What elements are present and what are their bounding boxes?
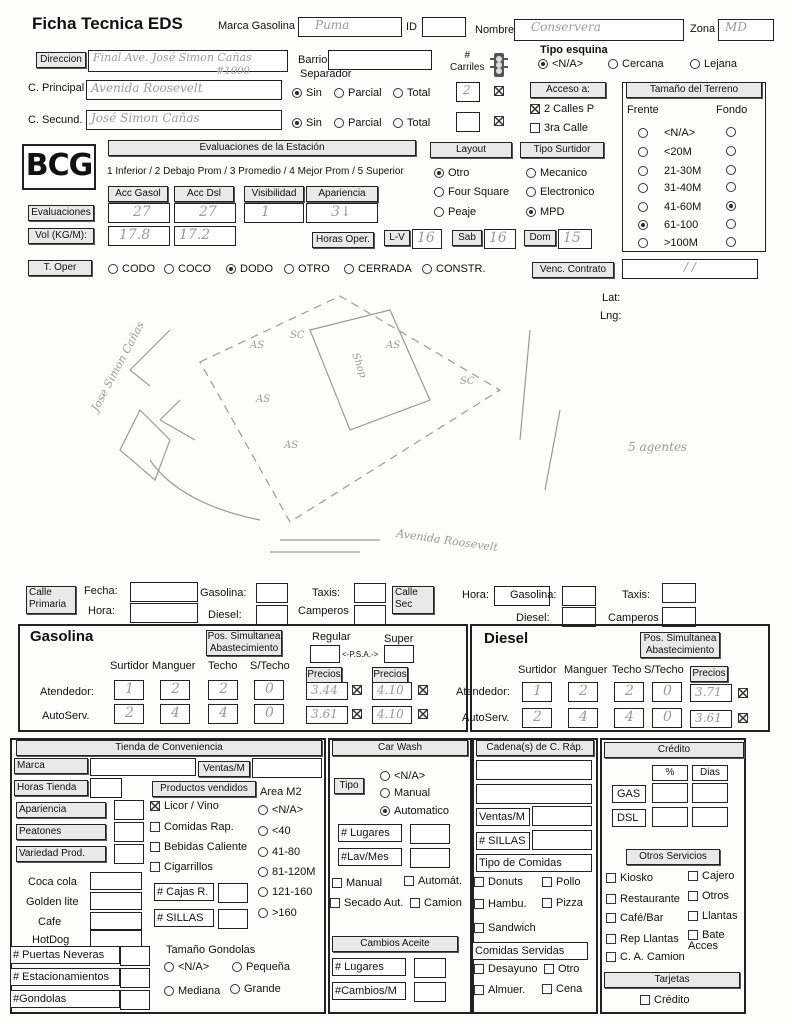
prod-cigarrillos[interactable]: Cigarrillos bbox=[150, 861, 213, 873]
carriles-label: # Carriles bbox=[450, 50, 485, 73]
col-acc-gasol: Acc Gasol bbox=[108, 186, 168, 202]
dsl-at-techo[interactable]: 2 bbox=[614, 682, 644, 702]
horas-tienda-field[interactable] bbox=[90, 778, 122, 798]
c-principal-label: C. Principal bbox=[28, 82, 85, 94]
terreno-title: Tamaño del Terreno bbox=[626, 82, 762, 98]
col-techo: Techo bbox=[612, 664, 642, 676]
super-label: Super bbox=[384, 633, 414, 645]
gas-at-price-reg[interactable]: 3.44 bbox=[306, 682, 348, 700]
fondo-radio[interactable] bbox=[726, 219, 740, 230]
site-sketch bbox=[60, 290, 600, 570]
surtidor-title: Tipo Surtidor bbox=[520, 142, 604, 158]
dsl-as-check[interactable] bbox=[738, 713, 752, 724]
puertas-label: # Puertas Neveras bbox=[10, 946, 120, 964]
tienda-title: Tienda de Conveniencia bbox=[16, 740, 322, 756]
carwash-lugares-field[interactable] bbox=[410, 824, 450, 844]
sketch-mark: AS bbox=[256, 394, 271, 405]
zona-field[interactable]: MD bbox=[718, 19, 774, 41]
acceso-label: Acceso a: bbox=[530, 82, 606, 98]
camperos-label: Camperos bbox=[298, 605, 349, 617]
regular-psa-field[interactable] bbox=[310, 645, 340, 663]
sketch-mark: AS bbox=[250, 340, 265, 351]
terreno-row[interactable]: <N/A> bbox=[638, 127, 695, 139]
marca-tienda-label: Marca bbox=[14, 758, 88, 774]
toper-codo[interactable]: CODO bbox=[108, 263, 155, 275]
prod-bebidas[interactable]: Bebidas Caliente bbox=[150, 841, 247, 853]
ventas-label: Ventas/M bbox=[198, 761, 250, 777]
lv-field[interactable]: 16 bbox=[412, 229, 442, 249]
dsl-as-techo[interactable]: 4 bbox=[614, 708, 644, 728]
cadena-name2-field[interactable] bbox=[476, 784, 592, 804]
calle-primaria-label: Calle Primaria bbox=[26, 586, 76, 614]
id-label: ID bbox=[406, 21, 417, 33]
area-120[interactable]: 81-120M bbox=[258, 866, 315, 878]
barrio-field[interactable] bbox=[328, 50, 432, 70]
area-160[interactable]: 121-160 bbox=[258, 886, 312, 898]
contrato-field[interactable]: / / bbox=[622, 259, 758, 279]
serv-kiosko[interactable]: Kiosko bbox=[606, 872, 653, 884]
area-80[interactable]: 41-80 bbox=[258, 846, 300, 858]
taxis2-label: Taxis: bbox=[622, 589, 651, 601]
dsl-at-manguer[interactable]: 2 bbox=[568, 682, 598, 702]
serv-cafe-bar[interactable]: Café/Bar bbox=[606, 912, 663, 924]
nombre-field[interactable]: Conservera bbox=[514, 19, 684, 41]
product-label: HotDog bbox=[32, 934, 70, 946]
lng-label: Lng: bbox=[600, 310, 622, 322]
toper-dodo[interactable]: DODO bbox=[226, 263, 273, 275]
cadena-sillas-field[interactable] bbox=[532, 830, 592, 850]
direccion-label: Direccion bbox=[36, 52, 86, 68]
credito-dias-label: Dias bbox=[692, 765, 728, 781]
layout-four-square[interactable]: Four Square bbox=[434, 186, 509, 198]
apariencia-label: Apariencia bbox=[16, 802, 106, 818]
fondo-radio[interactable] bbox=[726, 165, 740, 176]
taxis-field[interactable] bbox=[354, 583, 386, 603]
gondola-grande[interactable]: Grande bbox=[230, 983, 281, 995]
diesel-title: Diesel bbox=[484, 630, 529, 647]
taxis2-field[interactable] bbox=[662, 583, 696, 603]
eval-acc-gasol[interactable]: 27 bbox=[108, 203, 170, 223]
gas-as-reg-check[interactable] bbox=[352, 709, 366, 720]
fecha-label: Fecha: bbox=[84, 585, 118, 597]
col-stecho: S/Techo bbox=[250, 660, 290, 672]
frente-label: Frente bbox=[627, 104, 659, 116]
id-field[interactable] bbox=[422, 17, 466, 37]
tipo-esquina-na[interactable]: <N/A> bbox=[538, 58, 583, 70]
sketch-mark: AS bbox=[386, 340, 401, 351]
gasolina-traffic-label: Gasolina: bbox=[200, 587, 247, 599]
tarjeta-credito[interactable]: Crédito bbox=[640, 994, 689, 1006]
precios-label: Precios bbox=[372, 667, 408, 683]
c-secund-label: C. Secund. bbox=[28, 114, 83, 126]
gas-at-sup-check[interactable] bbox=[418, 685, 432, 696]
cadena-sillas-label: # SILLAS bbox=[476, 832, 530, 850]
serv-cajero[interactable]: Cajero bbox=[688, 870, 734, 882]
ventas-field[interactable] bbox=[252, 758, 322, 778]
productos-label: Productos vendidos bbox=[152, 781, 256, 797]
area-40[interactable]: <40 bbox=[258, 825, 291, 837]
eval-visibilidad[interactable]: 1 bbox=[244, 203, 304, 223]
layout-peaje[interactable]: Peaje bbox=[434, 206, 476, 218]
fondo-radio[interactable] bbox=[726, 237, 740, 248]
gas-as-sup-check[interactable] bbox=[418, 709, 432, 720]
area-na[interactable]: <N/A> bbox=[258, 804, 303, 816]
terreno-row[interactable]: 31-40M bbox=[638, 182, 701, 194]
cambios-lugares-field[interactable] bbox=[414, 958, 446, 978]
evaluaciones-scale: 1 Inferior / 2 Debajo Prom / 3 Promedio / 4 Mejor Prom / 5 Superior bbox=[107, 166, 404, 177]
gas-at-techo[interactable]: 2 bbox=[208, 680, 238, 700]
sep1-total[interactable]: Total bbox=[393, 87, 430, 99]
gas-as-manguer[interactable]: 4 bbox=[160, 704, 190, 724]
fondo-radio[interactable] bbox=[726, 146, 740, 157]
c-secund-field[interactable]: José Simon Cañas bbox=[86, 110, 282, 130]
dsl-as-price[interactable]: 3.61 bbox=[690, 710, 732, 728]
nombre-label: Nombre bbox=[475, 24, 515, 36]
gas-at-manguer[interactable]: 2 bbox=[160, 680, 190, 700]
comida-pizza[interactable]: Pizza bbox=[542, 897, 583, 909]
tarjetas-title: Tarjetas bbox=[604, 972, 740, 988]
gondola-mediana[interactable]: Mediana bbox=[164, 985, 220, 997]
cambios-mes-field[interactable] bbox=[414, 982, 446, 1002]
comida-donuts[interactable]: Donuts bbox=[474, 876, 523, 888]
gondola-na[interactable]: <N/A> bbox=[164, 961, 209, 973]
precios-label: Precios bbox=[306, 667, 342, 683]
carriles2-check[interactable] bbox=[494, 116, 508, 127]
comida-pollo[interactable]: Pollo bbox=[542, 876, 580, 888]
product-field[interactable] bbox=[90, 892, 142, 910]
diesel-pos-label: Pos. Simultanea Abastecimiento bbox=[640, 632, 720, 658]
serv-llantas[interactable]: Llantas bbox=[688, 910, 737, 922]
credito-title: Crédito bbox=[604, 742, 744, 758]
direccion-extra: #1000 bbox=[216, 66, 250, 77]
toper-cerrada[interactable]: CERRADA bbox=[344, 263, 412, 275]
acceso-2calles[interactable]: 2 Calles P bbox=[530, 103, 594, 115]
sketch-mark: SC bbox=[460, 376, 475, 387]
diesel2-label: Diesel: bbox=[516, 612, 550, 624]
area-gt160[interactable]: >160 bbox=[258, 907, 297, 919]
sillas-tienda-label: # SILLAS bbox=[154, 909, 214, 927]
col-surtidor: Surtidor bbox=[518, 664, 557, 676]
fondo-radio[interactable] bbox=[726, 127, 740, 138]
dom-label: Dom bbox=[524, 230, 556, 246]
sep2-parcial[interactable]: Parcial bbox=[334, 117, 382, 129]
gasolina2-label: Gasolina: bbox=[510, 589, 557, 601]
carwash-lugares-label: # Lugares bbox=[338, 824, 402, 842]
hora-label: Hora: bbox=[88, 605, 115, 617]
lat-label: Lat: bbox=[602, 292, 621, 304]
sillas-tienda-field[interactable] bbox=[218, 909, 248, 929]
carriles-field[interactable]: 2 bbox=[456, 82, 480, 102]
tipo-comidas-label: Tipo de Comidas bbox=[476, 854, 592, 872]
gas-as-surtidor[interactable]: 2 bbox=[114, 704, 144, 724]
carwash-title: Car Wash bbox=[332, 740, 468, 756]
prod-comidas[interactable]: Comidas Rap. bbox=[150, 821, 234, 833]
eval-apariencia[interactable]: 3↓ bbox=[306, 203, 378, 223]
servidas-label: Comidas Servidas bbox=[472, 942, 588, 960]
estacionamientos-field[interactable] bbox=[120, 968, 150, 988]
acceso-3ra[interactable]: 3ra Calle bbox=[530, 122, 588, 134]
gondolas-field[interactable] bbox=[120, 990, 150, 1010]
tipo-esquina-lejana[interactable]: Lejana bbox=[690, 58, 737, 70]
dsl-at-stecho[interactable]: 0 bbox=[652, 682, 682, 702]
horas-label: Horas Oper. bbox=[312, 232, 374, 248]
servida-desayuno[interactable]: Desayuno bbox=[474, 963, 538, 975]
super-psa-field[interactable] bbox=[384, 645, 414, 663]
serv-otros[interactable]: Otros bbox=[688, 890, 729, 902]
estacionamientos-label: # Estacionamientos bbox=[10, 968, 120, 986]
product-label: Coca cola bbox=[28, 876, 77, 888]
product-field[interactable] bbox=[90, 872, 142, 890]
gasolina-pos-label: Pos. Simultanea Abastecimiento bbox=[207, 631, 281, 654]
street-label: Avenida Roosevelt bbox=[395, 526, 499, 555]
gondolas-label: #Gondolas bbox=[10, 990, 120, 1008]
cadena-ventas-label: Ventas/M bbox=[476, 808, 530, 826]
toper-otro[interactable]: OTRO bbox=[284, 263, 330, 275]
gas-as-techo[interactable]: 4 bbox=[208, 704, 238, 724]
contrato-label: Venc. Contrato bbox=[532, 262, 614, 278]
tipo-esquina-label: Tipo esquina bbox=[540, 44, 608, 56]
sab-field[interactable]: 16 bbox=[484, 229, 516, 249]
gasolina-title: Gasolina bbox=[30, 628, 94, 645]
fondo-radio[interactable] bbox=[726, 182, 740, 193]
precios-label: Precios bbox=[690, 666, 728, 682]
prod-licor[interactable]: Licor / Vino bbox=[150, 800, 219, 812]
credito-gas-dias[interactable] bbox=[692, 783, 728, 803]
area-label: Area M2 bbox=[260, 786, 302, 798]
psa-label: <-P.S.A.-> bbox=[342, 650, 379, 659]
fecha-field[interactable] bbox=[130, 582, 198, 602]
col-manguer: Manguer bbox=[152, 660, 196, 672]
surtidor-electronico[interactable]: Electronico bbox=[526, 186, 594, 198]
carwash-automatico[interactable]: Automatico bbox=[380, 805, 449, 817]
lv-label: L-V bbox=[384, 230, 410, 246]
gas-at-reg-check[interactable] bbox=[352, 685, 366, 696]
camperos-field[interactable] bbox=[354, 605, 386, 625]
toper-constr[interactable]: CONSTR. bbox=[422, 263, 486, 275]
fondo-label: Fondo bbox=[716, 104, 748, 116]
taxis-label: Taxis: bbox=[312, 587, 341, 599]
carwash-manual[interactable]: Manual bbox=[380, 787, 430, 799]
carriles-check[interactable] bbox=[494, 86, 508, 97]
credito-pct-label: % bbox=[652, 765, 688, 781]
dsl-as-surtidor[interactable]: 2 bbox=[522, 708, 552, 728]
servida-almuer[interactable]: Almuer. bbox=[474, 984, 525, 996]
carwash-tipo-label: Tipo bbox=[334, 778, 364, 794]
servida-cena[interactable]: Cena bbox=[542, 983, 582, 995]
carwash-automat-check[interactable]: Automát. bbox=[404, 875, 462, 887]
cambios-mes-label: #Cambios/M bbox=[332, 982, 406, 1000]
carwash-na[interactable]: <N/A> bbox=[380, 770, 425, 782]
comida-hambu[interactable]: Hambu. bbox=[474, 898, 527, 910]
cajas-field[interactable] bbox=[218, 883, 248, 903]
sab-label: Sab bbox=[452, 230, 482, 246]
terreno-row[interactable]: 61-100 bbox=[638, 219, 698, 231]
carwash-lav-label: #Lav/Mes bbox=[338, 848, 402, 866]
tipo-esquina-cercana[interactable]: Cercana bbox=[608, 58, 664, 70]
col-techo: Techo bbox=[208, 660, 238, 672]
camperos2-label: Camperos bbox=[608, 612, 659, 624]
calle-sec-label: Calle Sec bbox=[392, 586, 434, 614]
gas-at-price-sup[interactable]: 4.10 bbox=[372, 682, 412, 700]
serv-camion[interactable]: C. A. Camion bbox=[606, 951, 685, 963]
atendedor-label: Atendedor: bbox=[40, 686, 94, 698]
credito-gas-pct[interactable] bbox=[652, 783, 688, 803]
serv-restaurante[interactable]: Restaurante bbox=[606, 893, 680, 905]
marca-tienda-field[interactable] bbox=[90, 758, 196, 776]
traffic-light-icon bbox=[490, 52, 508, 78]
variedad-label: Variedad Prod. bbox=[16, 846, 106, 862]
eval-acc-dsl[interactable]: 27 bbox=[174, 203, 236, 223]
credito-dsl-dias[interactable] bbox=[692, 807, 728, 827]
diesel-traffic-label: Diesel: bbox=[208, 609, 242, 621]
col-surtidor: Surtidor bbox=[110, 660, 149, 672]
vol-gasol[interactable]: 17.8 bbox=[108, 226, 170, 246]
toper-label: T. Oper bbox=[28, 260, 92, 276]
carwash-secado-check[interactable]: Secado Aut. bbox=[330, 897, 403, 909]
carwash-lav-field[interactable] bbox=[410, 848, 450, 868]
marca-field[interactable]: Puma bbox=[298, 17, 402, 37]
dsl-at-price[interactable]: 3.71 bbox=[690, 684, 732, 702]
zona-label: Zona bbox=[690, 23, 716, 35]
form-title: Ficha Tecnica EDS bbox=[32, 14, 183, 33]
col-stecho: S/Techo bbox=[644, 664, 684, 676]
sketch-mark: AS bbox=[284, 440, 299, 451]
apariencia-field[interactable] bbox=[114, 800, 144, 820]
puertas-field[interactable] bbox=[120, 946, 150, 966]
credito-dsl-pct[interactable] bbox=[652, 807, 688, 827]
sketch-mark: Shop bbox=[349, 351, 369, 380]
evaluaciones-title: Evaluaciones de la Estación bbox=[108, 140, 416, 156]
dom-field[interactable]: 15 bbox=[558, 229, 592, 249]
col-apariencia: Apariencia bbox=[306, 186, 378, 202]
product-label: Cafe bbox=[38, 916, 62, 928]
diesel-traffic-field[interactable] bbox=[256, 605, 288, 625]
surtidor-mpd[interactable]: MPD bbox=[526, 206, 564, 218]
diesel-autoserv-label: AutoServ. bbox=[462, 712, 510, 724]
marca-label: Marca Gasolina bbox=[218, 20, 296, 32]
horas-tienda-label: Horas Tienda bbox=[14, 780, 88, 796]
terreno-row[interactable]: 41-60M bbox=[638, 201, 701, 213]
tamano-gondolas-label: Tamaño Gondolas bbox=[166, 944, 256, 956]
sep1-sin[interactable]: Sin bbox=[292, 87, 322, 99]
cajas-label: # Cajas R. bbox=[154, 883, 214, 901]
gasolina2-field[interactable] bbox=[562, 586, 596, 606]
direccion-field[interactable]: Final Ave. José Simon Cañas bbox=[88, 50, 288, 72]
credito-gas-label: GAS bbox=[612, 785, 646, 803]
hora2-label: Hora: bbox=[462, 589, 489, 601]
cadena-ventas-field[interactable] bbox=[532, 806, 592, 826]
cadena-title: Cadena(s) de C. Ráp. bbox=[476, 740, 594, 756]
dsl-as-stecho[interactable]: 0 bbox=[652, 708, 682, 728]
gasolina-traffic-field[interactable] bbox=[256, 583, 288, 603]
variedad-field[interactable] bbox=[114, 844, 144, 864]
serv-bate-acces[interactable]: Bate Acces bbox=[688, 929, 725, 952]
product-label: Golden lite bbox=[26, 896, 79, 908]
sep2-sin[interactable]: Sin bbox=[292, 117, 322, 129]
separador-label: Separador bbox=[300, 68, 352, 80]
servida-otro[interactable]: Otro bbox=[544, 963, 579, 975]
serv-rep-llantas[interactable]: Rep Llantas bbox=[606, 933, 679, 945]
carriles2-field[interactable] bbox=[456, 112, 480, 132]
bcg-logo: BCG bbox=[22, 144, 96, 190]
cadena-name-field[interactable] bbox=[476, 760, 592, 780]
street-label: Jose Simon Cañas bbox=[88, 319, 147, 414]
gas-at-surtidor[interactable]: 1 bbox=[114, 680, 144, 700]
product-field[interactable] bbox=[90, 912, 142, 930]
credito-dsl-label: DSL bbox=[612, 809, 646, 827]
toper-coco[interactable]: COCO bbox=[164, 263, 211, 275]
sep1-parcial[interactable]: Parcial bbox=[334, 87, 382, 99]
vol-label: Vol (KG/M): bbox=[28, 228, 94, 244]
hora-field[interactable] bbox=[130, 603, 198, 623]
surtidor-mecanico[interactable]: Mecanico bbox=[526, 167, 587, 179]
regular-label: Regular bbox=[312, 631, 351, 643]
dsl-as-manguer[interactable]: 4 bbox=[568, 708, 598, 728]
peatones-label: Peatones bbox=[16, 824, 106, 840]
terreno-row[interactable]: >100M bbox=[638, 237, 698, 249]
terreno-row[interactable]: <20M bbox=[638, 146, 692, 158]
col-acc-dsl: Acc Dsl bbox=[174, 186, 234, 202]
dsl-at-check[interactable] bbox=[738, 688, 752, 699]
col-manguer: Manguer bbox=[564, 664, 608, 676]
gas-as-price-reg[interactable]: 3.61 bbox=[306, 706, 348, 724]
cambios-lugares-label: # Lugares bbox=[332, 958, 406, 976]
vol-dsl[interactable]: 17.2 bbox=[174, 226, 236, 246]
c-principal-field[interactable]: Avenida Roosevelt bbox=[86, 80, 282, 100]
carwash-camion-check[interactable]: Camion bbox=[410, 897, 462, 909]
sep2-total[interactable]: Total bbox=[393, 117, 430, 129]
terreno-row[interactable]: 21-30M bbox=[638, 165, 701, 177]
gas-at-stecho[interactable]: 0 bbox=[254, 680, 284, 700]
gas-as-price-sup[interactable]: 4.10 bbox=[372, 706, 412, 724]
col-visibilidad: Visibilidad bbox=[244, 186, 304, 202]
gas-as-stecho[interactable]: 0 bbox=[254, 704, 284, 724]
diesel-atendedor-label: Atendedor: bbox=[456, 686, 510, 698]
gondola-pequena[interactable]: Pequeña bbox=[232, 961, 290, 973]
carwash-manual-check[interactable]: Manual bbox=[332, 877, 382, 889]
otros-servicios-title: Otros Servicios bbox=[626, 849, 720, 865]
layout-title: Layout bbox=[430, 142, 512, 158]
evaluaciones-label: Evaluaciones bbox=[28, 205, 94, 221]
sketch-mark: SC bbox=[290, 330, 305, 341]
autoserv-label: AutoServ. bbox=[42, 710, 90, 722]
barrio-label: Barrio bbox=[298, 54, 328, 66]
sketch-note: 5 agentes bbox=[628, 440, 688, 454]
cambios-title: Cambios Aceite bbox=[332, 936, 458, 952]
layout-otro[interactable]: Otro bbox=[434, 167, 469, 179]
fondo-radio[interactable] bbox=[726, 201, 740, 212]
comida-sandwich[interactable]: Sandwich bbox=[474, 922, 536, 934]
peatones-field[interactable] bbox=[114, 822, 144, 842]
dsl-at-surtidor[interactable]: 1 bbox=[522, 682, 552, 702]
